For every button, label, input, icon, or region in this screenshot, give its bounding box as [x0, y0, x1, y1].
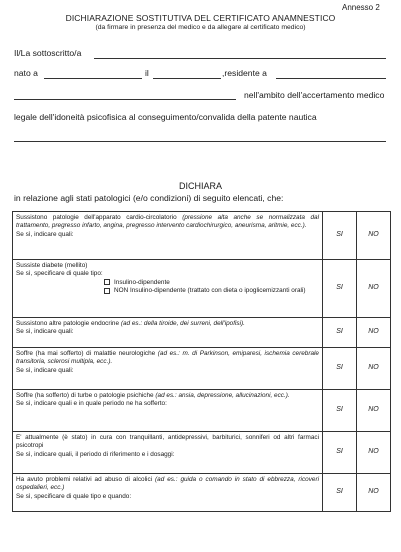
- question-text: Sussistono patologie dell'apparato cardio-circolatorio: [16, 214, 177, 221]
- question-ask: Se sì, specificare di quale tipo e quando:: [16, 492, 132, 500]
- table-row: [13, 390, 391, 432]
- residence-field[interactable]: [276, 78, 386, 79]
- no-option[interactable]: NO: [357, 318, 391, 348]
- question-ask: Se sì, indicare quali:: [16, 230, 74, 238]
- no-option[interactable]: NO: [357, 474, 391, 512]
- declaration-intro: in relazione agli stati patologici (e/o condizioni) di seguito elencati, che:: [14, 193, 284, 203]
- no-option[interactable]: NO: [357, 348, 391, 390]
- question-text: Soffre (ha mai sofferto) di malattie neurologiche: [16, 350, 156, 357]
- question-cell: [13, 432, 323, 474]
- question-text: Sussistono altre patologie endocrine: [16, 320, 120, 327]
- table-row: [13, 474, 391, 512]
- yes-option[interactable]: SI: [323, 348, 357, 390]
- table-row: [13, 212, 391, 260]
- table-row: [13, 432, 391, 474]
- question-text: E' attualmente (è stato) in cura con tranquillanti, antidepressivi, barbiturici, sonniferi od altri farmaci psicotropi: [16, 434, 319, 450]
- residence-label: ,residente a: [222, 68, 267, 78]
- no-option[interactable]: NO: [357, 260, 391, 318]
- question-ask: Se sì, specificare di quale tipo:: [16, 270, 103, 278]
- choice-label: Insulino-dipendente: [114, 278, 170, 286]
- choice-label: NON Insulino-dipendente (trattato con dieta o ipoglicemizzanti orali): [114, 287, 306, 295]
- yes-option[interactable]: SI: [323, 318, 357, 348]
- table-row: [13, 260, 391, 318]
- question-text: Sussiste diabete (mellito): [16, 262, 88, 269]
- address-field[interactable]: [14, 99, 236, 100]
- question-text: Soffre (ha sofferto) di turbe o patologie psichiche: [16, 392, 154, 399]
- question-example: (pressione alta anche se normalizzata dal trattamento, pregresso infarto, angina, pregresso intervento cardiochirurgico, aneurisma, aritmie, ecc.).: [16, 214, 320, 230]
- undersigned-label: Il/La sottoscritto/a: [14, 48, 82, 58]
- question-cell: [13, 212, 323, 260]
- question-cell: [13, 474, 323, 512]
- question-ask: Se sì, indicare quali, il periodo di riferimento e i dosaggi:: [16, 450, 175, 458]
- document-subtitle: (da firmare in presenza del medico e da allegare al certificato medico): [95, 24, 306, 31]
- extra-line-field[interactable]: [14, 141, 386, 142]
- birthdate-label: il: [145, 68, 149, 78]
- birthdate-field[interactable]: [153, 78, 221, 79]
- undersigned-name-field[interactable]: [94, 58, 386, 59]
- question-example: (ad es.: m. di Parkinson, emiparesi, ischemia cerebrale transitoria, sclerosi multipla, ecc.).: [16, 350, 319, 366]
- context-text-1: nell'ambito dell'accertamento medico: [244, 90, 385, 100]
- no-option[interactable]: NO: [357, 390, 391, 432]
- question-cell: [13, 260, 323, 318]
- no-option[interactable]: NO: [357, 212, 391, 260]
- birthplace-field[interactable]: [44, 78, 142, 79]
- born-label: nato a: [14, 68, 38, 78]
- question-ask: Se sì, indicare quali:: [16, 366, 74, 374]
- declaration-heading: DICHIARA: [178, 181, 222, 191]
- annex-label: Annesso 2: [342, 3, 380, 12]
- question-cell: [13, 348, 323, 390]
- yes-option[interactable]: SI: [323, 432, 357, 474]
- question-example: (ad es.: guida o comando in stato di ebbrezza, ricoveri ospedalieri, ecc.): [16, 476, 319, 492]
- yes-option[interactable]: SI: [323, 390, 357, 432]
- question-ask: Se sì, indicare quali e in quale periodo ne ha sofferto:: [16, 400, 167, 408]
- table-row: [13, 318, 391, 348]
- non-insulin-dependent-checkbox[interactable]: [104, 288, 110, 294]
- yes-option[interactable]: SI: [323, 474, 357, 512]
- question-cell: [13, 318, 323, 348]
- question-example: (ad es.: ansia, depressione, allucinazioni, ecc.).: [155, 392, 290, 399]
- question-example: (ad es.: della tiroide, dei surreni, dell'ipofisi).: [120, 320, 245, 327]
- questions-table: [12, 211, 391, 512]
- yes-option[interactable]: SI: [323, 212, 357, 260]
- insulin-dependent-checkbox[interactable]: [104, 279, 110, 285]
- document-title: DICHIARAZIONE SOSTITUTIVA DEL CERTIFICATO ANAMNESTICO: [65, 13, 336, 23]
- no-option[interactable]: NO: [357, 432, 391, 474]
- question-ask: Se sì, indicare quali:: [16, 328, 74, 336]
- yes-option[interactable]: SI: [323, 260, 357, 318]
- table-row: [13, 348, 391, 390]
- question-cell: [13, 390, 323, 432]
- context-text-2: legale dell'idoneità psicofisica al conseguimento/convalida della patente nautica: [14, 112, 317, 122]
- question-text: Ha avuto problemi relativi ad abuso di alcolici: [16, 476, 153, 483]
